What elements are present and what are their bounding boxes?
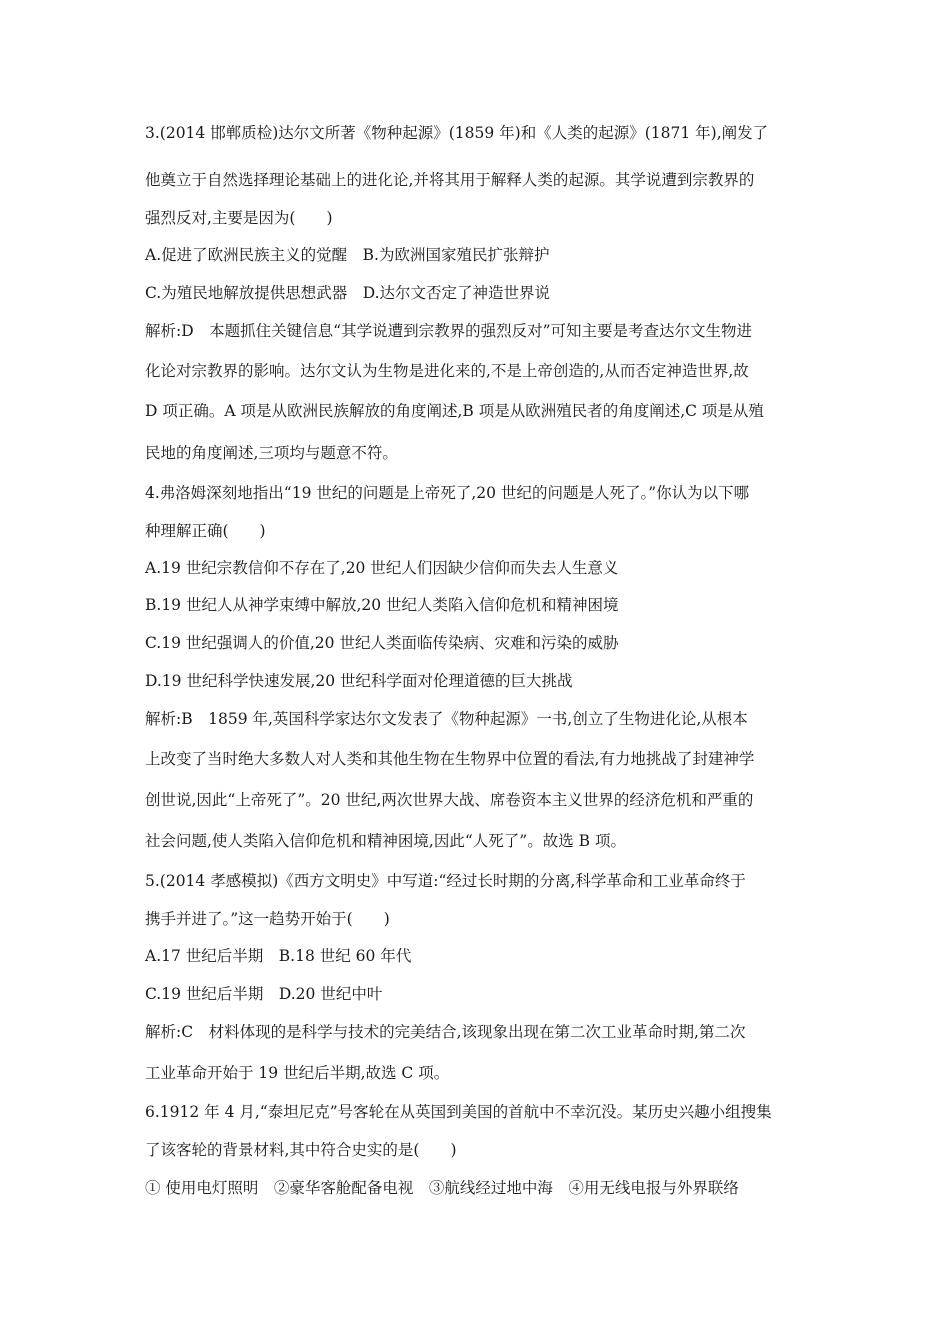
q3-analysis-line-2: 化论对宗教界的影响。达尔文认为生物是进化来的,不是上帝创造的,从而否定神造世界,故 xyxy=(145,362,749,380)
q5-stem-line-2: 携手并进了。”这一趋势开始于( ) xyxy=(145,910,390,928)
q4-option-a: A.19 世纪宗教信仰不存在了,20 世纪人们因缺少信仰而失去人生意义 xyxy=(145,559,619,577)
q3-analysis-line-4: 民地的角度阐述,三项均与题意不符。 xyxy=(145,444,398,462)
q5-options-cd: C.19 世纪后半期 D.20 世纪中叶 xyxy=(145,985,383,1003)
q4-option-d: D.19 世纪科学快速发展,20 世纪科学面对伦理道德的巨大挑战 xyxy=(145,672,573,690)
q4-stem-line-1: 4.弗洛姆深刻地指出“19 世纪的问题是上帝死了,20 世纪的问题是人死了。”你认为以下哪 xyxy=(145,484,750,502)
q6-statements: ① 使用电灯照明 ②豪华客舱配备电视 ③航线经过地中海 ④用无线电报与外界联络 xyxy=(145,1179,739,1197)
q4-analysis-line-2: 上改变了当时绝大多数人对人类和其他生物在生物界中位置的看法,有力地挑战了封建神学 xyxy=(145,750,755,768)
q3-options-cd: C.为殖民地解放提供思想武器 D.达尔文否定了神造世界说 xyxy=(145,284,551,302)
q5-analysis-line-2: 工业革命开始于 19 世纪后半期,故选 C 项。 xyxy=(145,1064,450,1082)
q4-option-c: C.19 世纪强调人的价值,20 世纪人类面临传染病、灾难和污染的威胁 xyxy=(145,634,619,652)
q4-analysis-line-1: 解析:B 1859 年,英国科学家达尔文发表了《物种起源》一书,创立了生物进化论,从根本 xyxy=(145,710,748,728)
q3-analysis-line-1: 解析:D 本题抓住关键信息“其学说遭到宗教界的强烈反对”可知主要是考查达尔文生物进 xyxy=(145,322,753,340)
q6-stem-line-1: 6.1912 年 4 月,“泰坦尼克”号客轮在从英国到美国的首航中不幸沉没。某历史兴趣小组搜集 xyxy=(145,1103,772,1121)
q3-stem-line-1: 3.(2014 邯郸质检)达尔文所著《物种起源》(1859 年)和《人类的起源》(1871 年),阐发了 xyxy=(145,124,769,142)
q4-option-b: B.19 世纪人从神学束缚中解放,20 世纪人类陷入信仰危机和精神困境 xyxy=(145,596,619,614)
q4-analysis-line-3: 创世说,因此“上帝死了”。20 世纪,两次世界大战、席卷资本主义世界的经济危机和严重的 xyxy=(145,791,754,809)
q6-stem-line-2: 了该客轮的背景材料,其中符合史实的是( ) xyxy=(145,1141,457,1159)
q4-analysis-line-4: 社会问题,使人类陷入信仰危机和精神困境,因此“人死了”。故选 B 项。 xyxy=(145,832,626,850)
q5-stem-line-1: 5.(2014 孝感模拟)《西方文明史》中写道:“经过长时期的分离,科学革命和工业革命终于 xyxy=(145,872,746,890)
q3-analysis-line-3: D 项正确。A 项是从欧洲民族解放的角度阐述,B 项是从欧洲殖民者的角度阐述,C 项是从殖 xyxy=(145,402,764,420)
q3-stem-line-2: 他奠立于自然选择理论基础上的进化论,并将其用于解释人类的起源。其学说遭到宗教界的 xyxy=(145,171,755,189)
q4-stem-line-2: 种理解正确( ) xyxy=(145,522,266,540)
q5-analysis-line-1: 解析:C 材料体现的是科学与技术的完美结合,该现象出现在第二次工业革命时期,第二次 xyxy=(145,1023,746,1041)
q3-options-ab: A.促进了欧洲民族主义的觉醒 B.为欧洲国家殖民扩张辩护 xyxy=(145,246,550,264)
q3-stem-line-3: 强烈反对,主要是因为( ) xyxy=(145,209,333,227)
q5-options-ab: A.17 世纪后半期 B.18 世纪 60 年代 xyxy=(145,947,412,965)
